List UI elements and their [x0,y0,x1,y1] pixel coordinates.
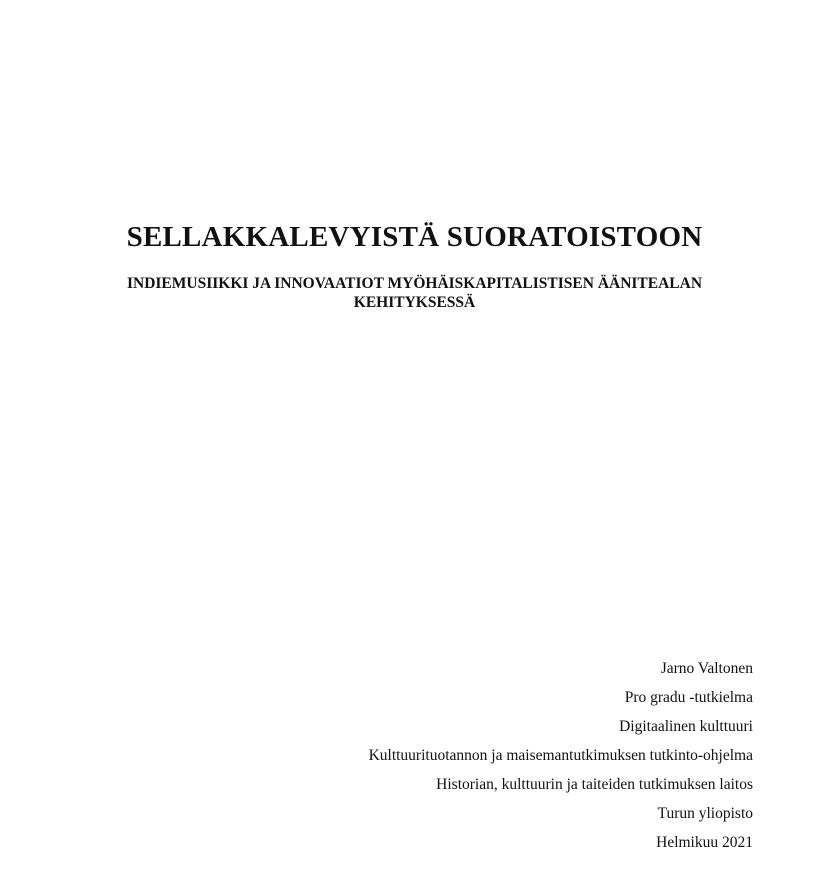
document-subtitle [80,274,749,312]
thesis-details [369,654,753,857]
department: Historian, kulttuurin ja taiteiden tutkimuksen laitos [436,776,753,793]
subject: Digitaalinen kulttuuri [619,718,753,735]
subtitle-line-1: INDIEMUSIIKKI JA INNOVAATIOT MYÖHÄISKAPITALISTISEN ÄÄNITEALAN [126,275,703,292]
author-name: Jarno Valtonen [660,660,753,677]
university: Turun yliopisto [657,805,753,822]
date: Helmikuu 2021 [656,834,753,851]
thesis-type: Pro gradu -tutkielma [624,689,753,706]
subtitle-line-2: KEHITYKSESSÄ [353,294,476,311]
document-title: SELLAKKALEVYISTÄ SUORATOISTOON [126,221,703,253]
degree-programme: Kulttuurituotannon ja maisemantutkimuksen tutkinto-ohjelma [368,747,753,764]
